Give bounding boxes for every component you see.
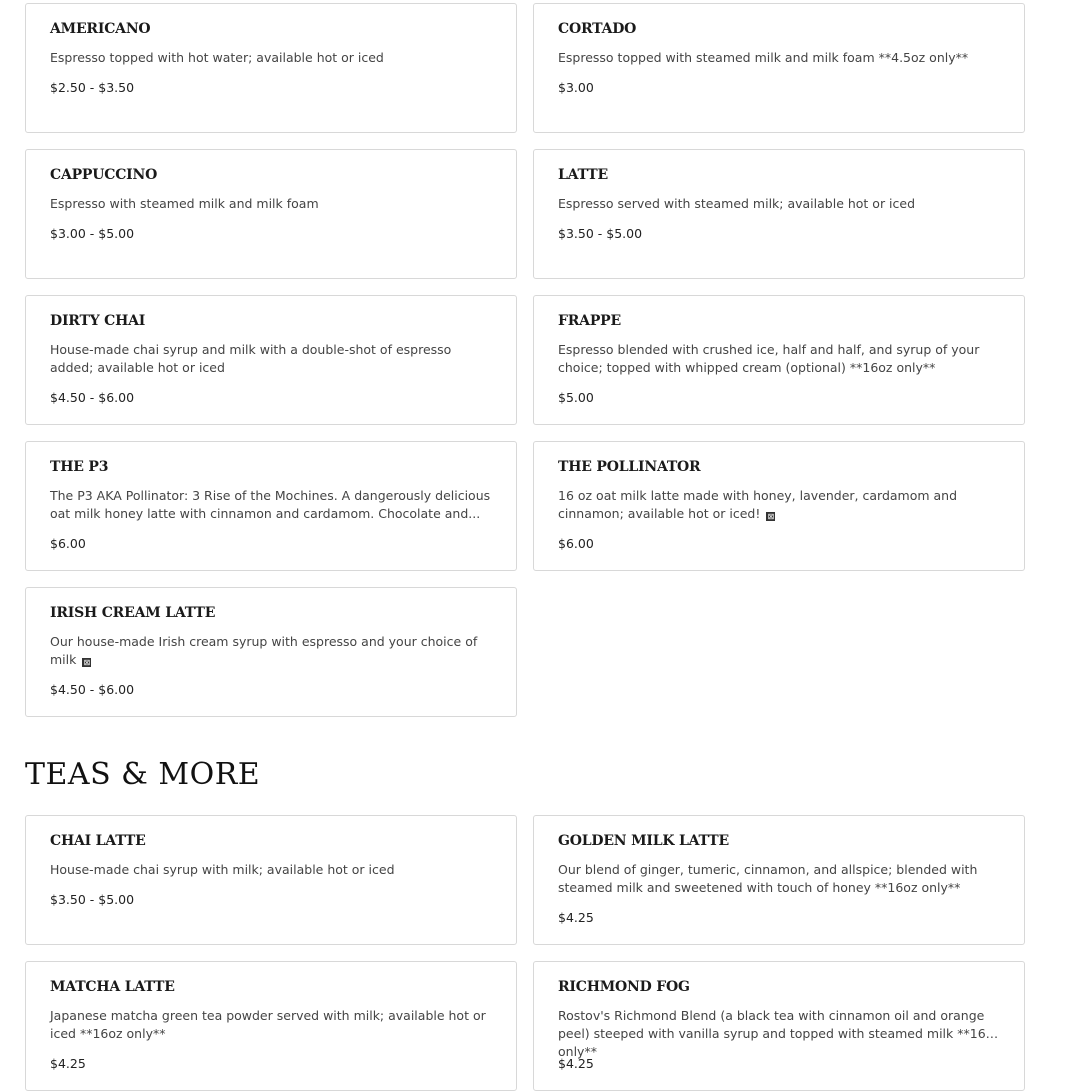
item-name: DIRTY CHAI bbox=[50, 313, 146, 329]
item-description: House-made chai syrup and milk with a double-shot of espresso added; available hot or iced bbox=[50, 342, 452, 375]
item-price: $4.50 - $6.00 bbox=[50, 682, 135, 697]
item-price: $4.50 - $6.00 bbox=[50, 390, 135, 405]
menu-item-latte[interactable] bbox=[533, 149, 1025, 279]
menu-item-americano[interactable] bbox=[25, 3, 517, 133]
menu-item-chai-latte[interactable] bbox=[25, 815, 517, 945]
item-description-text: Our house-made Irish cream syrup with espresso and your choice of milk bbox=[50, 634, 478, 667]
item-name: LATTE bbox=[558, 167, 608, 183]
menu-item-the-pollinator[interactable] bbox=[533, 441, 1025, 571]
item-description: Japanese matcha green tea powder served with milk; available hot or iced **16oz only** bbox=[50, 1008, 486, 1041]
item-name: AMERICANO bbox=[50, 21, 151, 37]
item-price: $4.25 bbox=[558, 1056, 594, 1071]
unrendered-emoji-icon: ⊠ bbox=[83, 658, 91, 667]
item-price: $4.25 bbox=[558, 910, 594, 925]
item-description: Espresso served with steamed milk; available hot or iced bbox=[558, 196, 916, 211]
item-name: MATCHA LATTE bbox=[50, 979, 175, 995]
menu-item-the-p3[interactable] bbox=[25, 441, 517, 571]
section-title-teas: TEAS & MORE bbox=[25, 757, 261, 792]
item-name: CHAI LATTE bbox=[50, 833, 146, 849]
item-description: The P3 AKA Pollinator: 3 Rise of the Mochines. A dangerously delicious oat milk honey latte with cinnamon and cardamom. Chocolate and... bbox=[50, 488, 491, 521]
item-price: $4.25 bbox=[50, 1056, 86, 1071]
item-name: GOLDEN MILK LATTE bbox=[558, 833, 729, 849]
item-name: RICHMOND FOG bbox=[558, 979, 690, 995]
item-name: IRISH CREAM LATTE bbox=[50, 605, 216, 621]
item-price: $3.50 - $5.00 bbox=[50, 892, 135, 907]
item-price: $5.00 bbox=[558, 390, 594, 405]
item-description: Rostov's Richmond Blend (a black tea with cinnamon oil and orange peel) steeped with vanilla syrup and topped with steamed milk **16oz only** bbox=[558, 1008, 1000, 1059]
item-price: $6.00 bbox=[50, 536, 86, 551]
item-description-text: 16 oz oat milk latte made with honey, lavender, cardamom and cinnamon; available hot or iced! bbox=[558, 488, 958, 521]
menu-item-richmond-fog[interactable] bbox=[533, 961, 1025, 1091]
item-description: Espresso blended with crushed ice, half and half, and syrup of your choice; topped with whipped cream (optional) **16oz only** bbox=[558, 342, 980, 375]
item-price: $3.00 bbox=[558, 80, 594, 95]
menu-item-matcha-latte[interactable] bbox=[25, 961, 517, 1091]
item-price: $3.00 - $5.00 bbox=[50, 226, 135, 241]
item-name: CORTADO bbox=[558, 21, 637, 37]
menu-item-cortado[interactable] bbox=[533, 3, 1025, 133]
item-description: Espresso with steamed milk and milk foam bbox=[50, 196, 319, 211]
item-description: Espresso topped with steamed milk and milk foam **4.5oz only** bbox=[558, 50, 969, 65]
item-price: $6.00 bbox=[558, 536, 594, 551]
teas-menu-grid bbox=[25, 815, 1025, 1091]
item-price: $3.50 - $5.00 bbox=[558, 226, 643, 241]
item-description: House-made chai syrup with milk; available hot or iced bbox=[50, 862, 395, 877]
item-name: CAPPUCCINO bbox=[50, 167, 158, 183]
coffee-menu-grid bbox=[25, 3, 1025, 717]
item-name: FRAPPE bbox=[558, 313, 621, 329]
item-name: THE POLLINATOR bbox=[558, 459, 701, 475]
menu-item-golden-milk-latte[interactable] bbox=[533, 815, 1025, 945]
item-description bbox=[558, 487, 1000, 523]
menu-item-dirty-chai[interactable] bbox=[25, 295, 517, 425]
menu-item-irish-cream-latte[interactable] bbox=[25, 587, 517, 717]
unrendered-emoji-icon: ⊠ bbox=[767, 512, 775, 521]
item-price: $2.50 - $3.50 bbox=[50, 80, 135, 95]
menu-item-cappuccino[interactable] bbox=[25, 149, 517, 279]
item-description: Our blend of ginger, tumeric, cinnamon, and allspice; blended with steamed milk and sweetened with touch of honey **16oz only** bbox=[558, 862, 978, 895]
item-name: THE P3 bbox=[50, 459, 109, 475]
item-description: Espresso topped with hot water; available hot or iced bbox=[50, 50, 384, 65]
menu-item-frappe[interactable] bbox=[533, 295, 1025, 425]
item-description bbox=[50, 633, 492, 669]
